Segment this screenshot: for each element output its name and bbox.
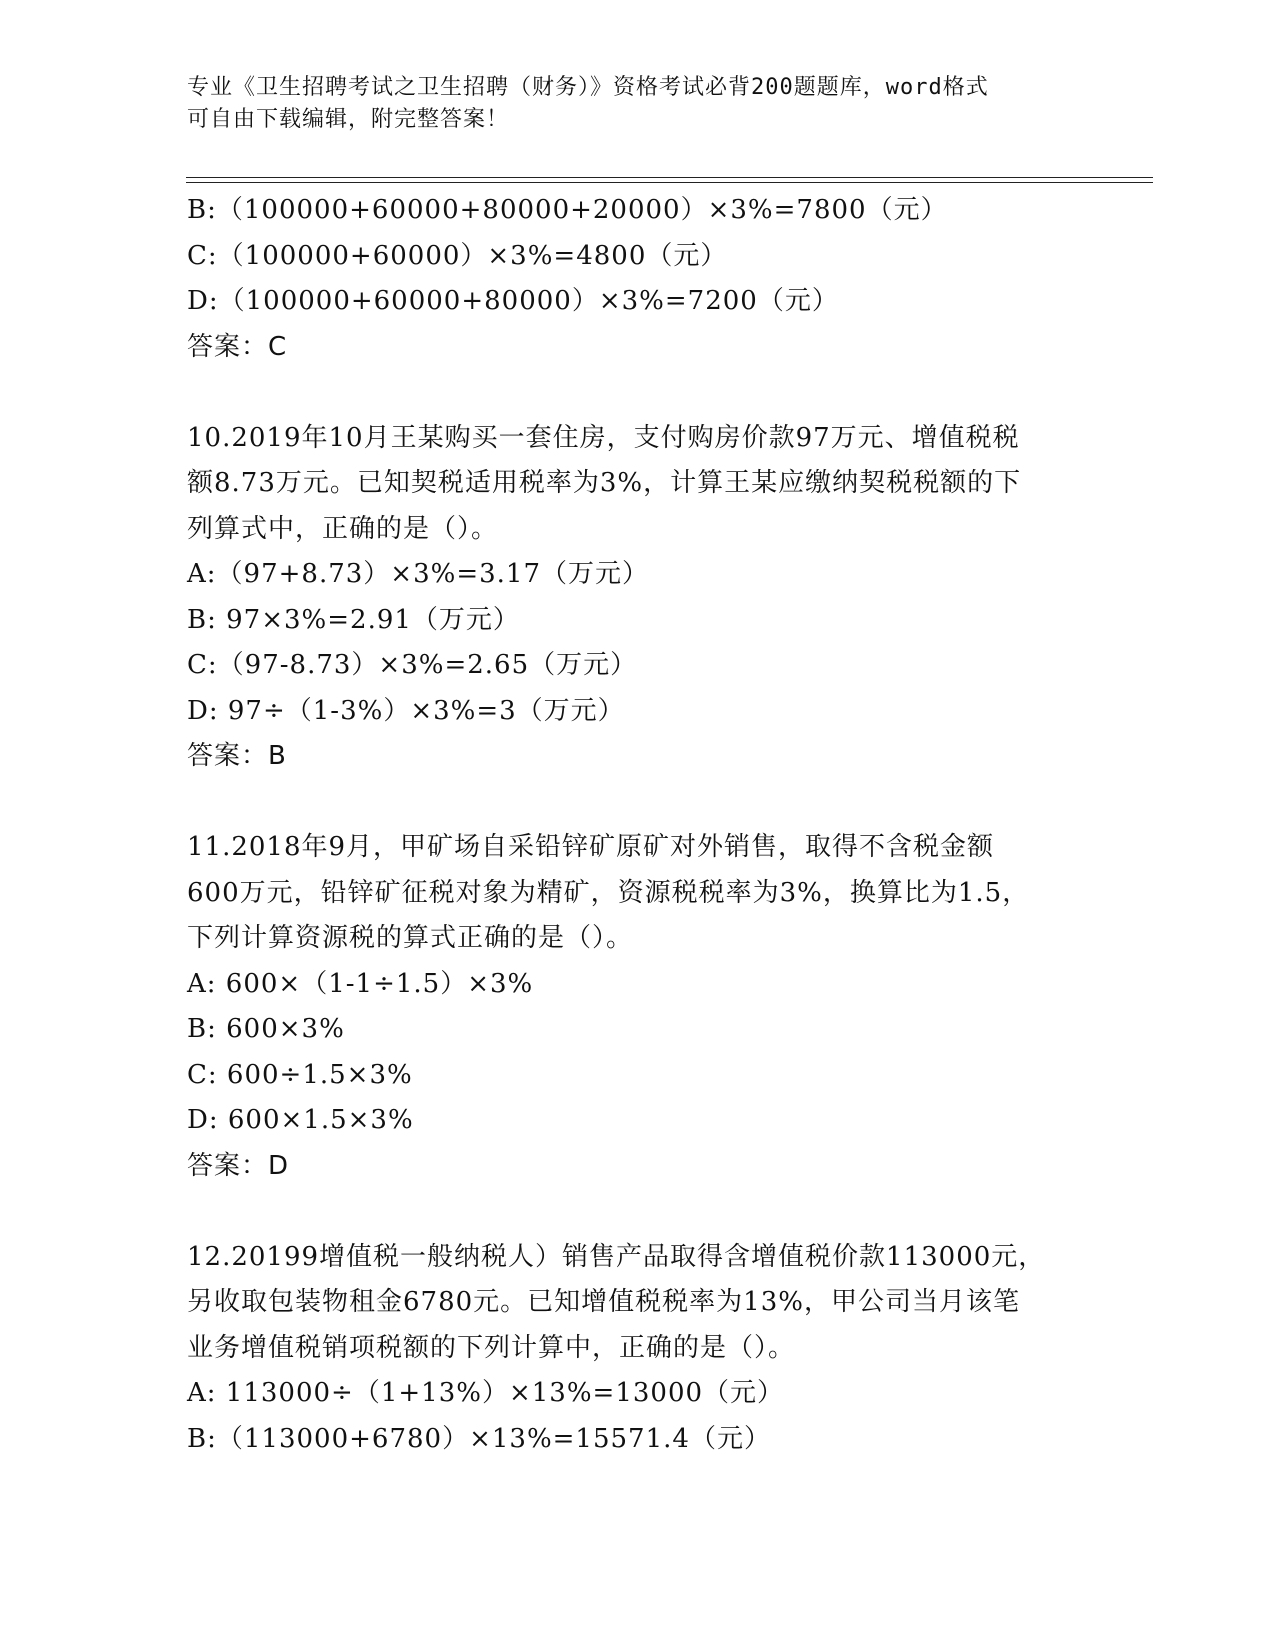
spacer [187, 780, 1087, 826]
q12-option-a: A: 113000÷（1+13%）×13%=13000（元） [187, 1378, 785, 1408]
q10-stem-line-2: 额8.73万元。已知契税适用税率为3%，计算王某应缴纳契税税额的下 [187, 468, 1022, 498]
q9-option-d: D:（100000+60000+80000）×3%=7200（元） [187, 286, 839, 316]
q10-option-b: B: 97×3%=2.91（万元） [187, 604, 520, 635]
q12-stem-line-2: 另收取包装物租金6780元。已知增值税税率为13%，甲公司当月该笔 [187, 1287, 1020, 1317]
q11-option-d: D: 600×1.5×3% [187, 1105, 414, 1135]
spacer [187, 1189, 1087, 1235]
q12-stem-line-1: 12.20199增值税一般纳税人）销售产品取得含增值税价款113000元， [187, 1241, 1046, 1272]
q10-option-d: D: 97÷（1-3%）×3%=3（万元） [187, 695, 625, 726]
spacer [187, 370, 1087, 416]
header-rule-top [186, 177, 1153, 178]
question-12 [187, 1235, 1087, 1463]
q11-option-c: C: 600÷1.5×3% [187, 1059, 413, 1090]
header-line-2: 可自由下载编辑，附完整答案！ [187, 107, 510, 132]
q10-option-a: A:（97+8.73）×3%=3.17（万元） [187, 559, 650, 589]
q9-option-c: C:（100000+60000）×3%=4800（元） [187, 240, 728, 271]
q11-stem-line-3: 下列计算资源税的算式正确的是（）。 [187, 923, 634, 953]
question-10 [187, 416, 1087, 780]
q9-answer: 答案：C [187, 331, 288, 362]
header-line-1: 专业《卫生招聘考试之卫生招聘（财务）》资格考试必背200题题库，word格式 [187, 75, 989, 100]
q11-stem-line-2: 600万元，铅锌矿征税对象为精矿，资源税税率为3%，换算比为1.5， [187, 877, 1030, 908]
q11-stem-line-1: 11.2018年9月，甲矿场自采铅锌矿原矿对外销售，取得不含税金额 [187, 832, 995, 862]
q12-stem-line-3: 业务增值税销项税额的下列计算中，正确的是（）。 [187, 1332, 796, 1363]
q10-stem-line-1: 10.2019年10月王某购买一套住房，支付购房价款97万元、增值税税 [187, 422, 1020, 453]
q9-option-b: B:（100000+60000+80000+20000）×3%=7800（元） [187, 195, 948, 225]
q10-answer: 答案：B [187, 741, 287, 771]
question-9 [187, 188, 1087, 370]
document-body [187, 188, 1087, 1462]
q11-option-a: A: 600×（1-1÷1.5）×3% [187, 968, 534, 999]
q11-answer: 答案：D [187, 1150, 290, 1181]
q12-option-b: B:（113000+6780）×13%=15571.4（元） [187, 1423, 771, 1454]
document-header [187, 72, 1087, 136]
q10-option-c: C:（97-8.73）×3%=2.65（万元） [187, 650, 638, 680]
header-rule-bottom [186, 182, 1153, 183]
question-11 [187, 825, 1087, 1189]
q10-stem-line-3: 列算式中，正确的是（）。 [187, 513, 499, 544]
q11-option-b: B: 600×3% [187, 1014, 345, 1044]
